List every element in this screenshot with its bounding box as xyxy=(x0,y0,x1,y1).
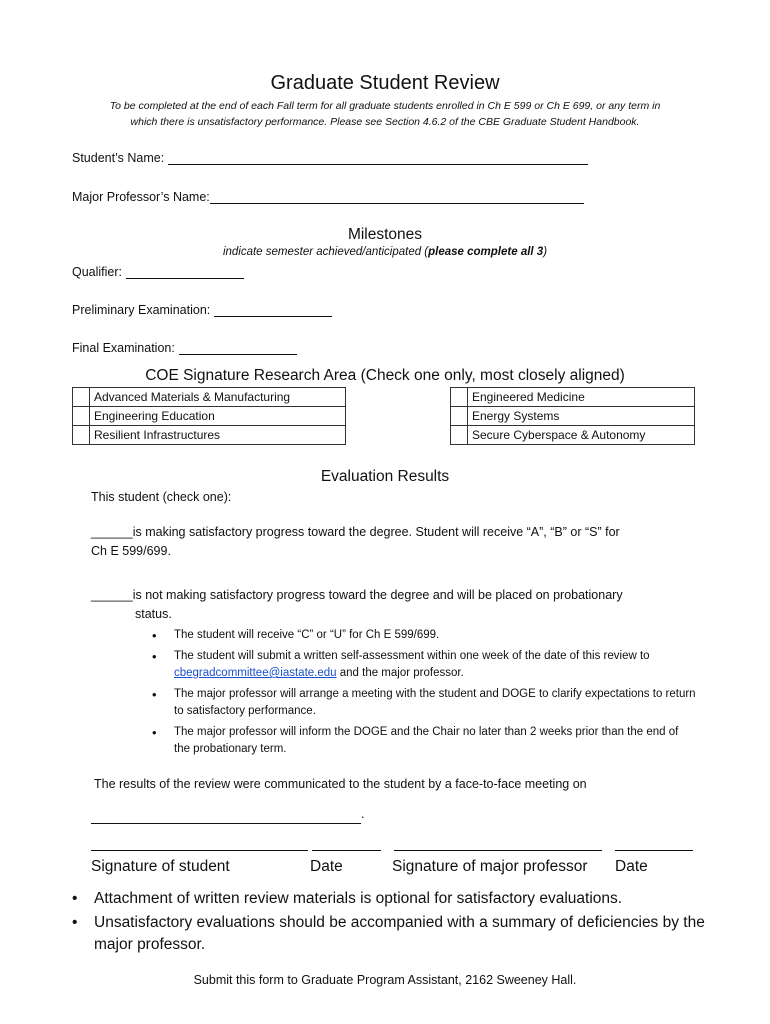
student-name-label: Student’s Name: xyxy=(72,151,165,165)
unsatisfactory-option[interactable] xyxy=(91,586,701,624)
meeting-date-input[interactable] xyxy=(91,809,361,824)
list-item xyxy=(72,912,712,956)
unsatisfactory-line-1: ______is not making satisfactory progress toward the degree and will be placed on probationary xyxy=(91,588,623,602)
note-text: Unsatisfactory evaluations should be accompanied with a summary of deficiencies by the major professor. xyxy=(94,914,705,953)
form-subtitle xyxy=(60,98,710,130)
bullet-text: and the major professor. xyxy=(336,667,464,679)
qualifier-label: Qualifier: xyxy=(72,265,123,279)
milestones-heading: Milestones xyxy=(347,226,423,243)
student-name-input[interactable] xyxy=(168,150,588,165)
form-title: Graduate Student Review xyxy=(270,72,500,94)
research-area-left-table xyxy=(72,387,346,445)
student-signature-label: Signature of student xyxy=(91,858,230,875)
list-item xyxy=(72,888,712,910)
milestones-note-suffix: ) xyxy=(543,246,548,258)
research-option-row[interactable] xyxy=(73,388,346,407)
bullet-text: The major professor will inform the DOGE and the Chair no later than 2 weeks prior than the end of the probationary term. xyxy=(174,726,679,755)
student-signature-line[interactable] xyxy=(91,850,308,851)
bullet-text: The major professor will arrange a meeting with the student and DOGE to clarify expectations to return to satisfactory performance. xyxy=(174,688,696,717)
date1-label: Date xyxy=(310,858,343,875)
qualifier-input[interactable] xyxy=(126,264,244,279)
list-item xyxy=(152,686,697,720)
subtitle-line-1: To be completed at the end of each Fall term for all graduate students enrolled in Ch E 599 or Ch E 699, or any term in xyxy=(109,100,661,112)
date2-label: Date xyxy=(615,858,648,875)
professor-signature-label: Signature of major professor xyxy=(392,858,588,875)
research-option-label: Advanced Materials & Manufacturing xyxy=(90,388,346,407)
notes-list xyxy=(72,888,712,958)
research-option-checkbox[interactable] xyxy=(73,388,90,407)
milestones-note-bold: please complete all 3 xyxy=(428,246,544,258)
prelim-label: Preliminary Examination: xyxy=(72,303,211,317)
research-option-row[interactable] xyxy=(451,426,695,445)
research-option-checkbox[interactable] xyxy=(451,388,468,407)
evaluation-instruction: This student (check one): xyxy=(91,490,232,504)
research-option-row[interactable] xyxy=(451,407,695,426)
professor-signature-line[interactable] xyxy=(394,850,602,851)
probation-bullet-list xyxy=(152,627,697,762)
major-professor-input[interactable] xyxy=(210,189,584,204)
qualifier-field xyxy=(72,264,244,279)
list-item xyxy=(152,627,697,644)
research-option-label: Engineered Medicine xyxy=(468,388,695,407)
final-exam-label: Final Examination: xyxy=(72,341,175,355)
research-option-row[interactable] xyxy=(73,426,346,445)
satisfactory-line-1: ______is making satisfactory progress toward the degree. Student will receive “A”, “B” or “S” for xyxy=(91,525,620,539)
research-option-label: Energy Systems xyxy=(468,407,695,426)
bullet-text: The student will submit a written self-assessment within one week of the date of this review to xyxy=(174,650,650,662)
major-professor-field xyxy=(72,189,584,204)
research-area-heading: COE Signature Research Area (Check one only, most closely aligned) xyxy=(145,367,625,384)
final-exam-input[interactable] xyxy=(179,340,297,355)
final-exam-field xyxy=(72,340,297,355)
prelim-input[interactable] xyxy=(214,302,332,317)
research-option-checkbox[interactable] xyxy=(73,426,90,445)
research-option-row[interactable] xyxy=(73,407,346,426)
list-item xyxy=(152,648,697,682)
research-option-checkbox[interactable] xyxy=(451,426,468,445)
subtitle-line-2: which there is unsatisfactory performance. Please see Section 4.6.2 of the CBE Graduate Student Handbook. xyxy=(130,116,640,128)
research-area-right-table xyxy=(450,387,695,445)
research-option-label: Engineering Education xyxy=(90,407,346,426)
note-text: Attachment of written review materials is optional for satisfactory evaluations. xyxy=(94,890,623,907)
satisfactory-option[interactable] xyxy=(91,523,701,561)
meeting-date-period: . xyxy=(361,807,365,821)
research-option-label: Secure Cyberspace & Autonomy xyxy=(468,426,695,445)
footer-instruction: Submit this form to Graduate Program Assistant, 2162 Sweeney Hall. xyxy=(193,973,577,987)
research-option-row[interactable] xyxy=(451,388,695,407)
evaluation-heading: Evaluation Results xyxy=(320,468,450,485)
communicated-statement: The results of the review were communicated to the student by a face-to-face meeting on xyxy=(94,777,587,791)
list-item xyxy=(152,724,697,758)
prelim-field xyxy=(72,302,332,317)
bullet-text: The student will receive “C” or “U” for Ch E 599/699. xyxy=(174,629,440,641)
unsatisfactory-line-2: status. xyxy=(135,607,172,621)
committee-email-link[interactable]: cbegradcommittee@iastate.edu xyxy=(174,667,337,679)
meeting-date-field[interactable] xyxy=(91,805,364,824)
student-name-field xyxy=(72,150,588,165)
milestones-note xyxy=(0,246,770,258)
research-option-checkbox[interactable] xyxy=(73,407,90,426)
research-option-checkbox[interactable] xyxy=(451,407,468,426)
satisfactory-line-2: Ch E 599/699. xyxy=(91,544,171,558)
date1-line[interactable] xyxy=(312,850,381,851)
milestones-note-prefix: indicate semester achieved/anticipated ( xyxy=(222,246,429,258)
major-professor-label: Major Professor’s Name: xyxy=(72,190,210,204)
date2-line[interactable] xyxy=(615,850,693,851)
research-option-label: Resilient Infrastructures xyxy=(90,426,346,445)
